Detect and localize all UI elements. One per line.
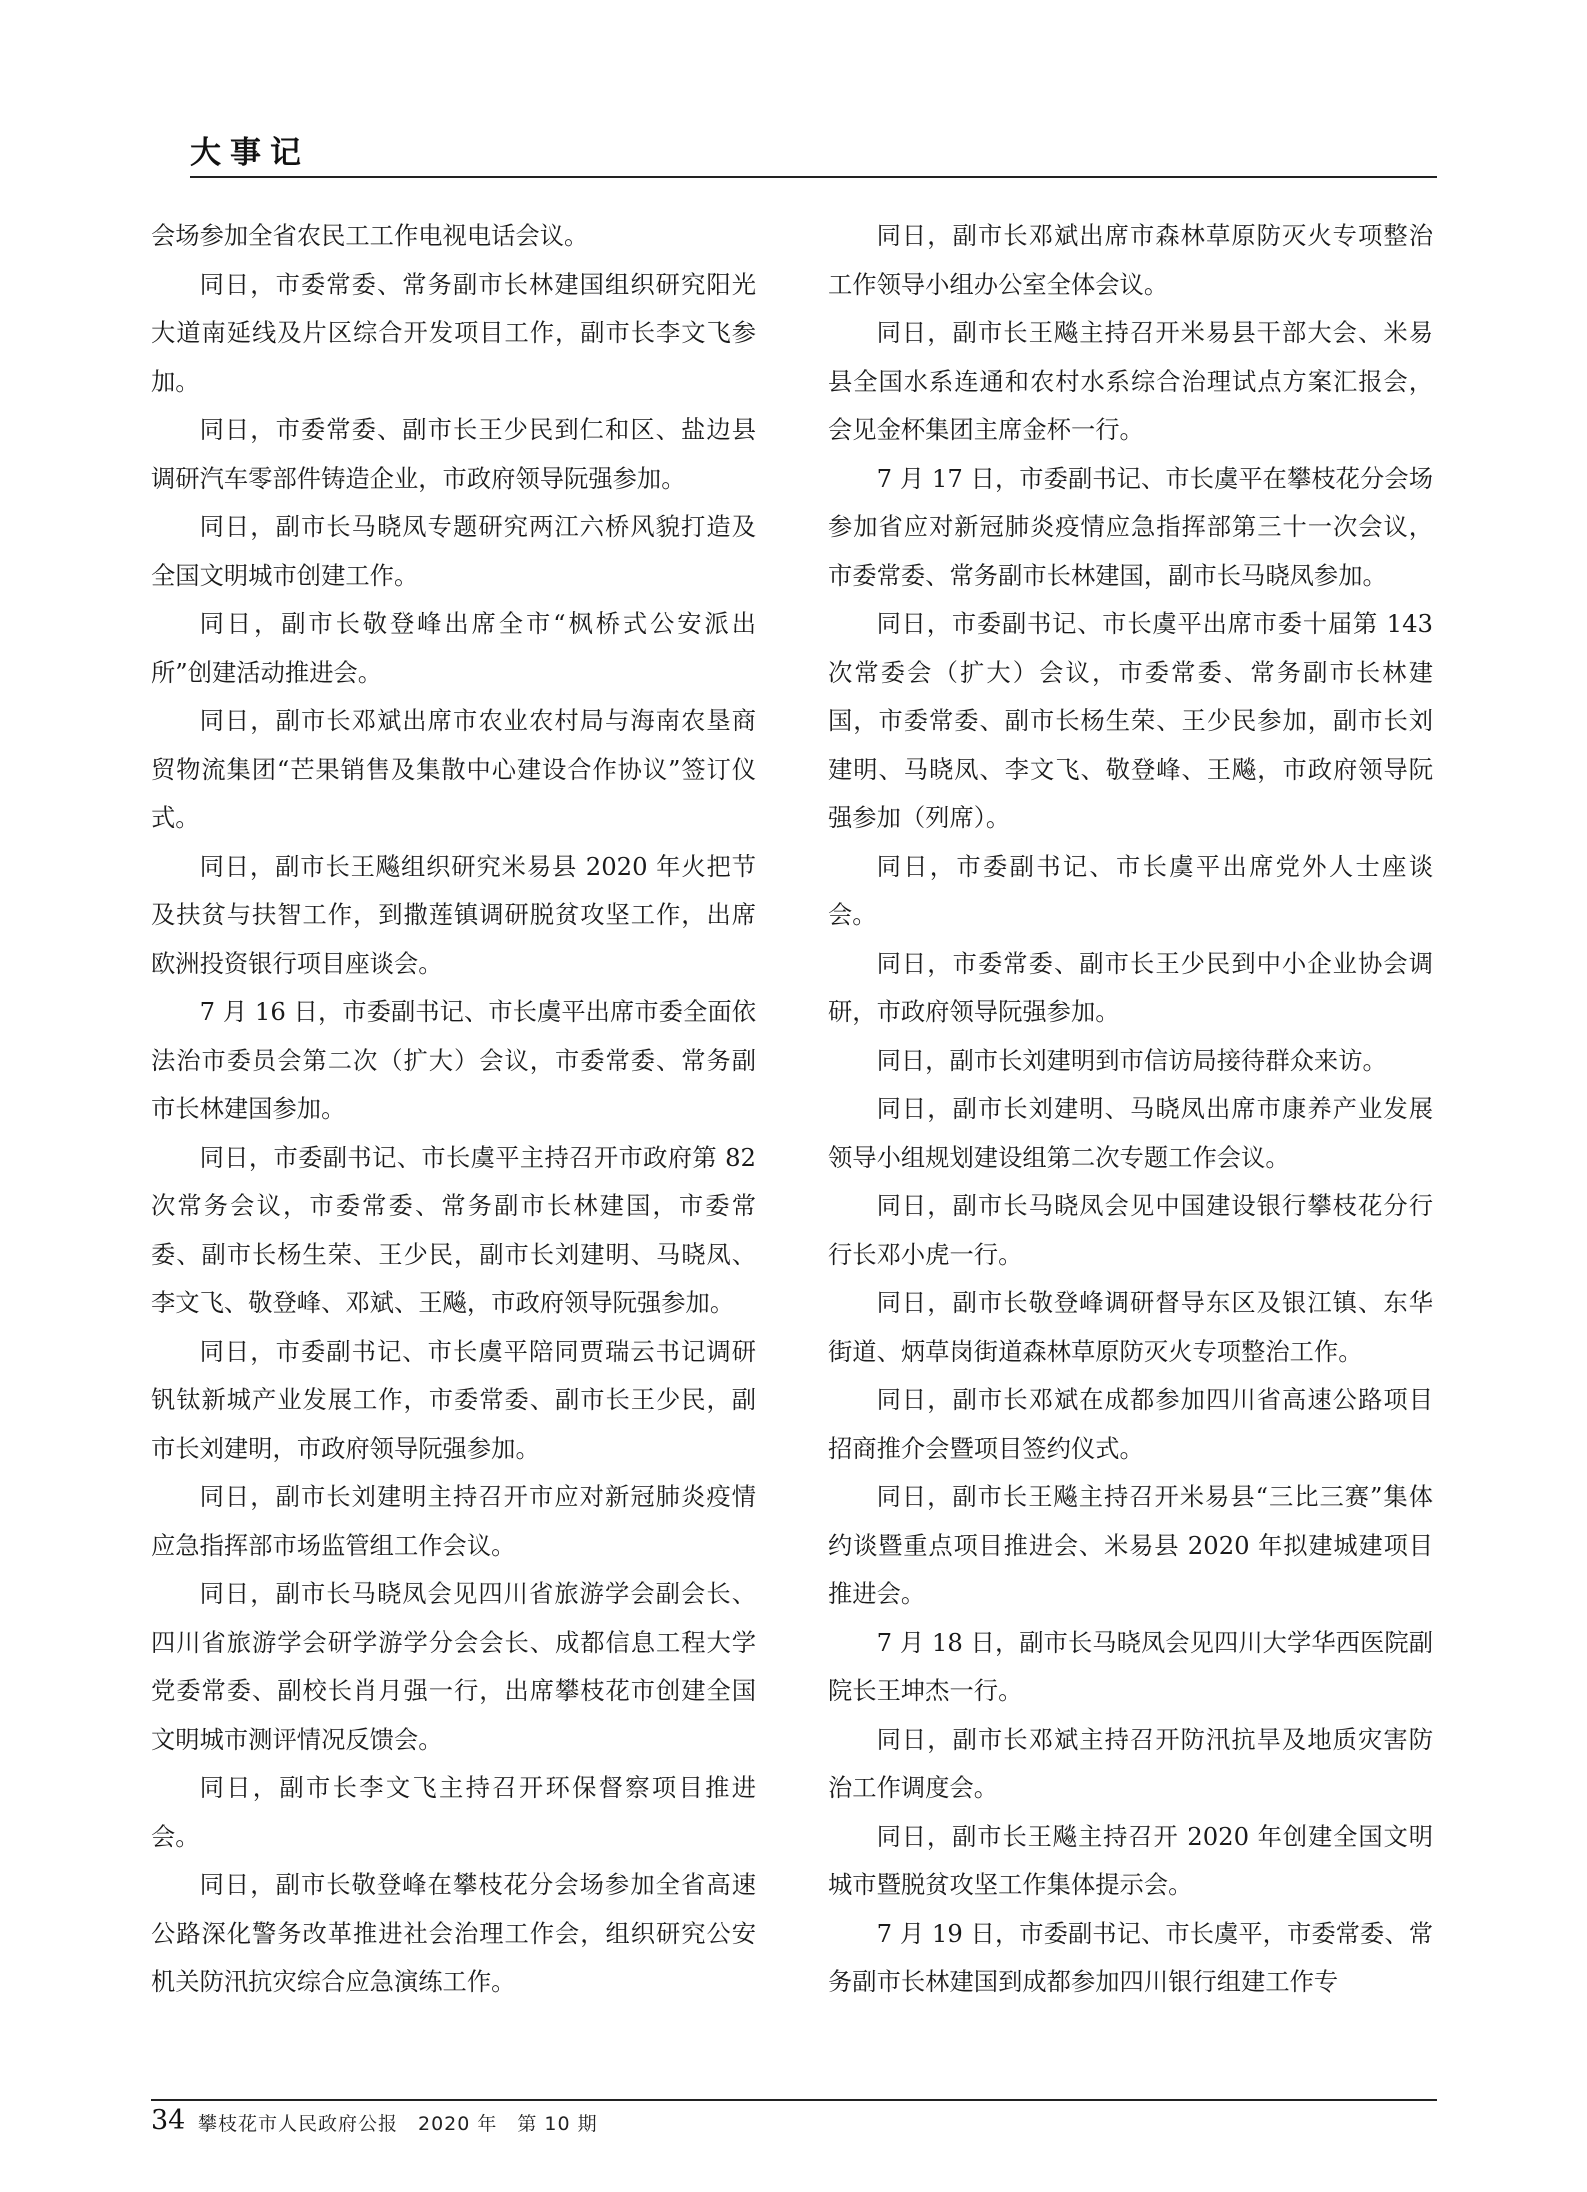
right-column: [828, 212, 1433, 2007]
paragraph: 同日，副市长敬登峰在攀枝花分会场参加全省高速公路深化警务改革推进社会治理工作会，组织研究公安机关防汛抗灾综合应急演练工作。: [151, 1870, 756, 1996]
paragraph: 同日，副市长邓斌出席市森林草原防灭火专项整治工作领导小组办公室全体会议。: [828, 221, 1433, 299]
paragraph: 同日，副市长马晓凤会见四川省旅游学会副会长、四川省旅游学会研学游学分会会长、成都信息工程大学党委常委、副校长肖月强一行，出席攀枝花市创建全国文明城市测评情况反馈会。: [151, 1579, 756, 1754]
paragraph: 同日，市委副书记、市长虞平陪同贾瑞云书记调研钒钛新城产业发展工作，市委常委、副市长王少民，副市长刘建明，市政府领导阮强参加。: [151, 1336, 756, 1463]
paragraph: 同日，副市长王飚主持召开米易县干部大会、米易县全国水系连通和农村水系综合治理试点方案汇报会，会见金杯集团主席金杯一行。: [828, 318, 1433, 444]
paragraph: 同日，市委常委、副市长王少民到中小企业协会调研，市政府领导阮强参加。: [828, 948, 1433, 1026]
running-header: [190, 130, 1437, 178]
paragraph: 同日，副市长马晓凤会见中国建设银行攀枝花分行行长邓小虎一行。: [828, 1191, 1433, 1269]
journal-issue: 攀枝花市人民政府公报 2020 年 第 10 期: [198, 2113, 598, 2135]
paragraph: 同日，副市长刘建明、马晓凤出席市康养产业发展领导小组规划建设组第二次专题工作会议。: [828, 1094, 1433, 1172]
paragraph: 7 月 16 日，市委副书记、市长虞平出席市委全面依法治市委员会第二次（扩大）会议，市委常委、常务副市长林建国参加。: [151, 997, 756, 1123]
paragraph: 7 月 19 日，市委副书记、市长虞平，市委常委、常务副市长林建国到成都参加四川银行组建工作专: [828, 1918, 1433, 1996]
paragraph: 同日，副市长敬登峰出席全市“枫桥式公安派出所”创建活动推进会。: [151, 609, 756, 687]
paragraph: 同日，副市长敬登峰调研督导东区及银江镇、东华街道、炳草岗街道森林草原防灭火专项整治工作。: [828, 1288, 1433, 1366]
page-footer: [151, 2099, 1437, 2137]
paragraph: 7 月 17 日，市委副书记、市长虞平在攀枝花分会场参加省应对新冠肺炎疫情应急指挥部第三十一次会议，市委常委、常务副市长林建国，副市长马晓凤参加。: [828, 463, 1433, 590]
paragraph: 同日，副市长马晓凤专题研究两江六桥风貌打造及全国文明城市创建工作。: [151, 512, 756, 590]
page-number: 34: [151, 2105, 186, 2136]
paragraph: 同日，市委常委、副市长王少民到仁和区、盐边县调研汽车零部件铸造企业，市政府领导阮强参加。: [151, 415, 756, 493]
paragraph: 同日，副市长邓斌主持召开防汛抗旱及地质灾害防治工作调度会。: [828, 1724, 1433, 1802]
paragraph: 同日，副市长刘建明到市信访局接待群众来访。: [876, 1045, 1387, 1075]
section-title: 大事记: [190, 135, 310, 171]
paragraph: 同日，副市长邓斌在成都参加四川省高速公路项目招商推介会暨项目签约仪式。: [828, 1385, 1433, 1463]
paragraph: 同日，市委副书记、市长虞平主持召开市政府第 82 次常务会议，市委常委、常务副市长林建国，市委常委、副市长杨生荣、王少民，副市长刘建明、马晓凤、李文飞、敬登峰、邓斌、王飚，市政府领导阮强参加。: [151, 1142, 756, 1317]
paragraph: 同日，市委副书记、市长虞平出席党外人士座谈会。: [828, 851, 1433, 929]
paragraph: 同日，副市长王飚主持召开米易县“三比三赛”集体约谈暨重点项目推进会、米易县 2020 年拟建城建项目推进会。: [828, 1482, 1433, 1608]
paragraph: 同日，市委副书记、市长虞平出席市委十届第 143 次常委会（扩大）会议，市委常委、常务副市长林建国，市委常委、副市长杨生荣、王少民参加，副市长刘建明、马晓凤、李文飞、敬登峰、王飚，市政府领导阮强参加（列席）。: [828, 609, 1433, 832]
paragraph: 同日，副市长王飚组织研究米易县 2020 年火把节及扶贫与扶智工作，到撒莲镇调研脱贫攻坚工作，出席欧洲投资银行项目座谈会。: [151, 851, 756, 978]
paragraph: 7 月 18 日，副市长马晓凤会见四川大学华西医院副院长王坤杰一行。: [828, 1627, 1433, 1705]
paragraph: 同日，副市长邓斌出席市农业农村局与海南农垦商贸物流集团“芒果销售及集散中心建设合作协议”签订仪式。: [151, 706, 756, 832]
paragraph: 同日，市委常委、常务副市长林建国组织研究阳光大道南延线及片区综合开发项目工作，副市长李文飞参加。: [151, 269, 756, 396]
left-column: [151, 212, 756, 2007]
paragraph: 同日，副市长刘建明主持召开市应对新冠肺炎疫情应急指挥部市场监管组工作会议。: [151, 1482, 756, 1560]
paragraph: 同日，副市长王飚主持召开 2020 年创建全国文明城市暨脱贫攻坚工作集体提示会。: [828, 1821, 1433, 1899]
paragraph: 会场参加全省农民工工作电视电话会议。: [151, 221, 589, 250]
paragraph: 同日，副市长李文飞主持召开环保督察项目推进会。: [151, 1773, 756, 1851]
